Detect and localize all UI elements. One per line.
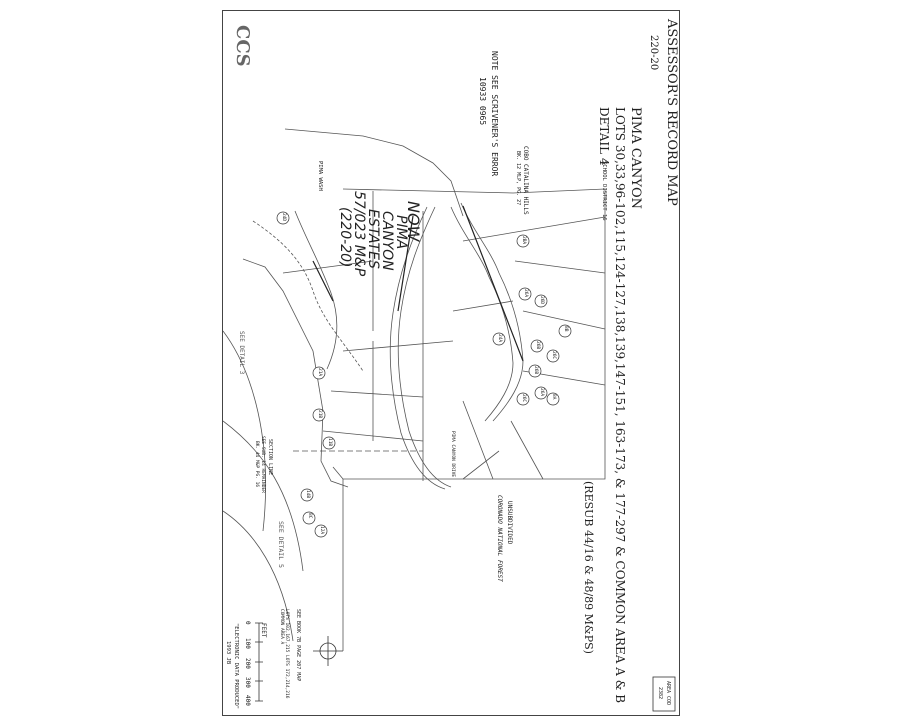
footer-ref: SEE BOOK 7B PAGE 207 MAP bbox=[295, 609, 301, 682]
lot-number: 26A bbox=[523, 289, 528, 298]
scale-tick-0: 0 bbox=[244, 621, 251, 625]
label-forest: CORONADO NATIONAL FOREST bbox=[496, 495, 503, 582]
label-see-detail-5: SEE DETAIL 5 bbox=[277, 521, 285, 568]
label-bk-ref: BK. 44 M&P PG. 16 bbox=[254, 441, 259, 488]
label-see-detail-3: SEE DETAIL 3 bbox=[238, 331, 245, 375]
school-district: SCHOOL DISTRICT 16 bbox=[601, 161, 607, 221]
scale-tick-200: 200 bbox=[244, 658, 251, 669]
scrivener-note-ref: 10933 0965 bbox=[478, 77, 487, 126]
scale-unit: FEET bbox=[260, 623, 267, 638]
map-heading: ASSESSOR'S RECORD MAP bbox=[664, 19, 679, 206]
lot-number: 26B bbox=[533, 366, 538, 375]
lot-number: 2BA bbox=[521, 236, 526, 245]
parcel-map-linework bbox=[223, 11, 680, 716]
scale-tick-100: 100 bbox=[244, 638, 251, 649]
detail-label: DETAIL 4 bbox=[597, 107, 611, 166]
corner-stamp-top: AREA COD bbox=[665, 681, 671, 706]
lot-number: 26B bbox=[535, 341, 540, 350]
label-resub-ref: SEE SUB. 14 REMAINDER bbox=[260, 436, 265, 493]
label-unsubdivided: UNSUBDIVIDED bbox=[506, 501, 513, 545]
lot-number: 24A bbox=[497, 334, 502, 343]
stamp-map-ref: (220-20) bbox=[337, 207, 353, 268]
stamp-name-2: CANYON bbox=[379, 211, 395, 271]
map-number: 220-20 bbox=[648, 35, 659, 71]
ccs-logo: CCS bbox=[232, 25, 253, 67]
lot-number: 26C bbox=[521, 394, 526, 403]
footer-electronic-data: "ELECTRONIC DATA PRODUCED" bbox=[233, 623, 239, 710]
corner-stamp-bottom: 2382 bbox=[657, 687, 663, 700]
record-map-sheet bbox=[222, 10, 680, 716]
road-curve-2 bbox=[451, 207, 513, 421]
lot-number: 26C bbox=[551, 351, 556, 360]
lot-number: 21A bbox=[317, 368, 322, 377]
north-boundary bbox=[285, 129, 463, 216]
stamp-name-3: ESTATES bbox=[365, 209, 381, 269]
lot-number: 26D bbox=[539, 296, 544, 305]
adjacent-subdivision-ref: BK. 12 MLP, PG. 27 bbox=[515, 151, 521, 206]
subdivision-name: PIMA CANYON bbox=[628, 107, 643, 210]
label-section-line: SECTION LINE bbox=[267, 439, 273, 476]
resub-label: (RESUB 44/16 & 48/89 M&PS) bbox=[582, 481, 595, 654]
scale-tick-300: 300 bbox=[244, 677, 251, 688]
label-pima-wash: PIMA WASH bbox=[317, 161, 323, 191]
road-curve-5 bbox=[295, 211, 337, 369]
stamp-now: NOW bbox=[404, 201, 423, 242]
scale-tick-400: 400 bbox=[244, 695, 251, 706]
lot-number: 11B bbox=[327, 438, 332, 447]
footer-notes: LOTS 102,167,215 LOTS 172,214,216 COMMON AREA A bbox=[279, 609, 289, 699]
lot-number: 24D bbox=[281, 213, 286, 222]
adjacent-subdivision-name: COBO CATALINA HILLS bbox=[522, 146, 529, 215]
stamp-name-1: PIMA bbox=[393, 215, 409, 250]
lots-list: LOTS 30,33,96-102,115,124-127,138,139,147-151, 163-173, & 177-297 & COMMON AREA A & B bbox=[613, 107, 627, 704]
lot-number: 8C bbox=[307, 513, 312, 519]
lot-number: 26A bbox=[539, 388, 544, 397]
lot-number: 14B bbox=[305, 490, 310, 499]
lot-number: 12A bbox=[319, 526, 324, 535]
lot-number: 8A bbox=[551, 394, 556, 400]
footer-date: 1993 JB bbox=[225, 641, 231, 665]
scrivener-note: NOTE SEE SCRIVENER'S ERROR bbox=[490, 51, 499, 177]
stamp-recording: 57/023 M&P bbox=[351, 191, 367, 277]
lot-number: 8B bbox=[563, 326, 568, 332]
lot-number: 21B bbox=[317, 410, 322, 419]
label-road: PIMA CANYON DRIVE bbox=[450, 431, 455, 478]
